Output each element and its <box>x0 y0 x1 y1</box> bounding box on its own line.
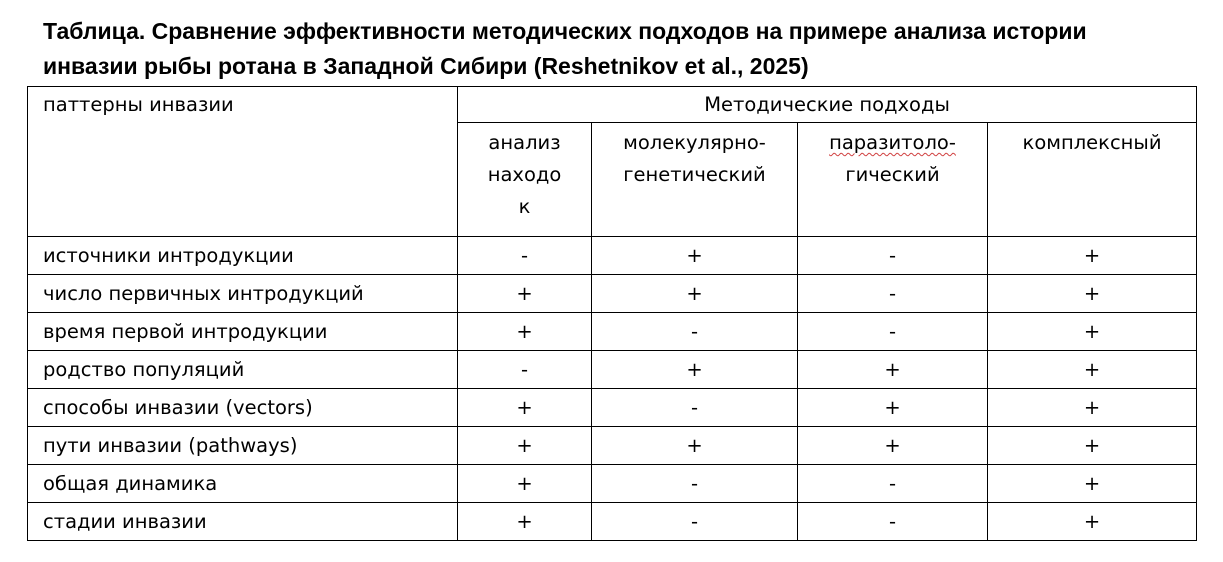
table-cell: + <box>458 503 592 541</box>
table-cell: + <box>458 275 592 313</box>
table-cell: + <box>458 465 592 503</box>
table-cell: + <box>458 313 592 351</box>
table-cell: + <box>988 427 1197 465</box>
table-row <box>28 427 1197 465</box>
table-cell: + <box>988 237 1197 275</box>
table-cell: + <box>988 313 1197 351</box>
table-row <box>28 389 1197 427</box>
column-header-line: гический <box>845 163 940 186</box>
group-header: Методические подходы <box>458 87 1197 123</box>
table-cell: + <box>592 275 798 313</box>
column-header-line: паразитоло- <box>829 131 956 154</box>
table-cell: + <box>592 427 798 465</box>
column-header-line: комплексный <box>1022 131 1162 154</box>
row-label: источники интродукции <box>28 237 458 275</box>
row-label: способы инвазии (vectors) <box>28 389 458 427</box>
caption-line-2: инвазии рыбы ротана в Западной Сибири (Reshetnikov et al., 2025) <box>43 53 809 79</box>
table-cell: - <box>458 351 592 389</box>
column-header-molecular <box>592 123 798 237</box>
column-header-line: находо <box>487 163 562 186</box>
row-label: родство популяций <box>28 351 458 389</box>
table-cell: - <box>798 275 988 313</box>
table-row <box>28 313 1197 351</box>
table-cell: + <box>988 389 1197 427</box>
table-cell: + <box>988 351 1197 389</box>
header-row-1 <box>28 87 1197 123</box>
table-cell: + <box>798 351 988 389</box>
table-cell: - <box>592 503 798 541</box>
table-cell: + <box>458 389 592 427</box>
row-label: число первичных интродукций <box>28 275 458 313</box>
table-cell: + <box>458 427 592 465</box>
table-cell: - <box>798 237 988 275</box>
table-cell: - <box>592 389 798 427</box>
column-header-complex <box>988 123 1197 237</box>
row-label: время первой интродукции <box>28 313 458 351</box>
column-header-line: анализ <box>488 131 561 154</box>
table-cell: - <box>798 503 988 541</box>
table-cell: - <box>592 313 798 351</box>
table-row <box>28 503 1197 541</box>
caption-line-1: Таблица. Сравнение эффективности методических подходов на примере анализа истории <box>43 18 1087 44</box>
table-row <box>28 351 1197 389</box>
column-header-line: молекулярно- <box>623 131 766 154</box>
table-cell: - <box>592 465 798 503</box>
column-header-findings <box>458 123 592 237</box>
table-cell: - <box>798 465 988 503</box>
column-header-line: генетический <box>623 163 766 186</box>
row-label: стадии инвазии <box>28 503 458 541</box>
column-header-line: к <box>518 195 531 218</box>
table-cell: + <box>988 275 1197 313</box>
table-row <box>28 275 1197 313</box>
table-cell: - <box>458 237 592 275</box>
column-header-parasitological <box>798 123 988 237</box>
table-caption <box>43 14 1218 84</box>
comparison-table <box>27 86 1197 541</box>
table-row <box>28 237 1197 275</box>
table-cell: + <box>798 389 988 427</box>
table-cell: - <box>798 313 988 351</box>
table-row <box>28 465 1197 503</box>
row-label: общая динамика <box>28 465 458 503</box>
table-cell: + <box>988 503 1197 541</box>
table-cell: + <box>592 351 798 389</box>
row-header-label: паттерны инвазии <box>28 87 458 237</box>
table-cell: + <box>592 237 798 275</box>
table-cell: + <box>988 465 1197 503</box>
table-cell: + <box>798 427 988 465</box>
row-label: пути инвазии (pathways) <box>28 427 458 465</box>
